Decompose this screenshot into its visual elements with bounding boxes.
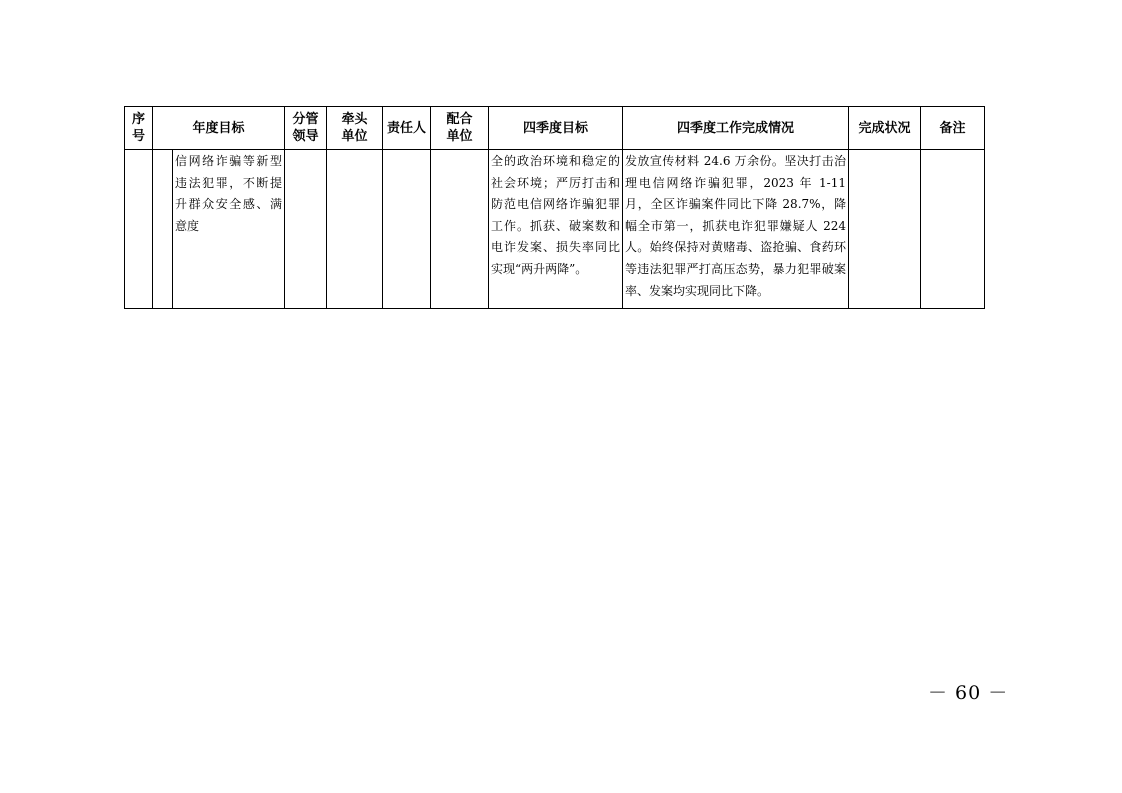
page-number: － 60 － (928, 682, 1009, 704)
header-notes: 备注 (921, 107, 985, 150)
cell-leader (285, 150, 327, 309)
header-status: 完成状况 (849, 107, 921, 150)
header-responsible: 责任人 (383, 107, 431, 150)
cell-q4-goal (489, 150, 623, 309)
header-annual-goal: 年度目标 (153, 107, 285, 150)
work-target-table (124, 106, 985, 309)
header-lead-unit: 牵头单位 (327, 107, 383, 150)
cell-gap (153, 150, 173, 309)
cell-responsible (383, 150, 431, 309)
q4-goal-text: 全的政治环境和稳定的社会环境；严厉打击和防范电信网络诈骗犯罪工作。抓获、破案数和电诈发案、损失率同比实现“两升两降”。 (491, 154, 621, 276)
header-seq: 序号 (125, 107, 153, 150)
cell-lead-unit (327, 150, 383, 309)
cell-q4-progress (623, 150, 849, 309)
header-coop-unit: 配合单位 (431, 107, 489, 150)
cell-annual-goal (173, 150, 285, 309)
cell-status (849, 150, 921, 309)
work-target-table-container (124, 106, 985, 309)
header-q4-progress: 四季度工作完成情况 (623, 107, 849, 150)
table-row (125, 150, 985, 309)
table-header-row (125, 107, 985, 150)
header-q4-goal: 四季度目标 (489, 107, 623, 150)
header-leader: 分管领导 (285, 107, 327, 150)
q4-progress-text: 发放宣传材料 24.6 万余份。坚决打击治理电信网络诈骗犯罪，2023 年 1-11 月，全区诈骗案件同比下降 28.7%，降幅全市第一，抓获电诈犯罪嫌疑人 224 人。始终保持对黄赌毒、盗抢骗、食药环等违法犯罪严打高压态势，暴力犯罪破案率、发案均实现同比下降。 (625, 154, 847, 298)
cell-notes (921, 150, 985, 309)
cell-seq (125, 150, 153, 309)
cell-coop-unit (431, 150, 489, 309)
annual-goal-text: 信网络诈骗等新型违法犯罪，不断提升群众安全感、满意度 (175, 154, 283, 233)
